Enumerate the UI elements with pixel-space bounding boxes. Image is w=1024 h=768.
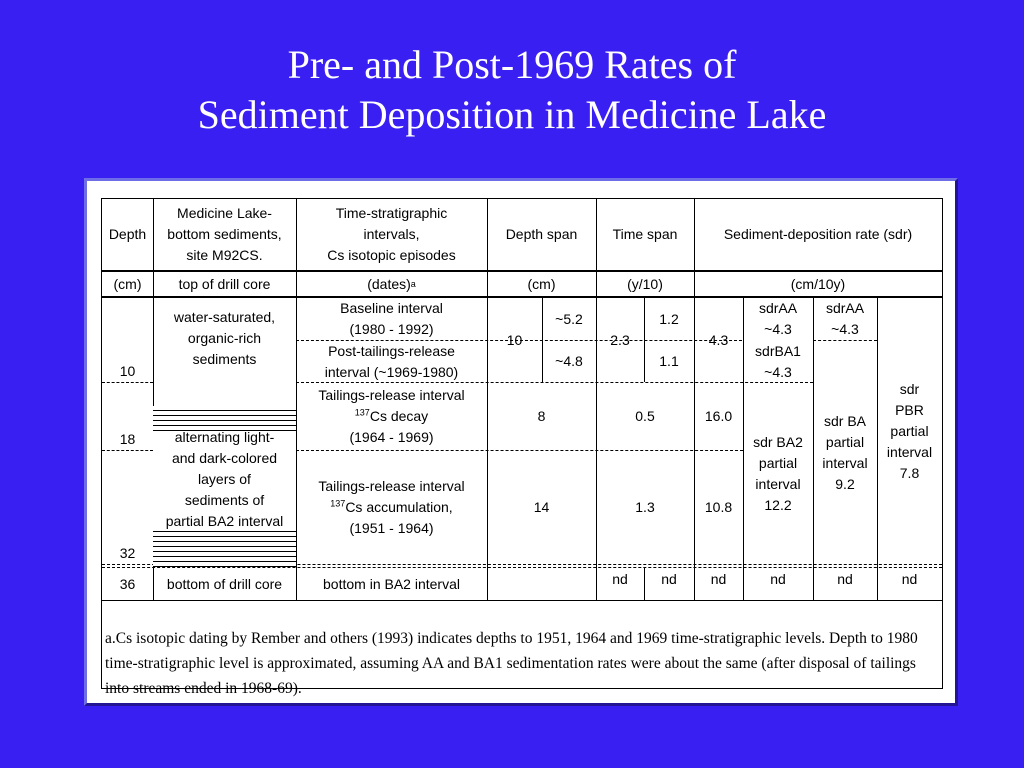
interval-baseline: Baseline interval (1980 - 1992) (340, 300, 443, 337)
sdr-combined: 4.3 (708, 331, 729, 348)
depth-span-baseline: ~5.2 (555, 310, 583, 327)
depth-marker-10: 10 (119, 363, 136, 379)
depth-marker-36: 36 (119, 575, 136, 592)
nd-time-span-2: nd (661, 570, 677, 587)
slide-title (0, 40, 1024, 140)
sdr-aa-1: sdrAA ~4.3 (758, 300, 798, 337)
depth-span-accumulation: 14 (533, 499, 550, 515)
sdr-ba-partial: sdr BA partial interval 9.2 (822, 412, 868, 492)
unit-depth: (cm) (113, 275, 142, 292)
time-span-accumulation: 1.3 (635, 499, 655, 515)
nd-sdr-3: nd (837, 570, 853, 587)
sdr-accumulation: 10.8 (704, 499, 733, 515)
depth-span-combined: 10 (506, 331, 523, 348)
sdr-ba2-partial: sdr BA2 partial interval 12.2 (753, 433, 803, 513)
header-intervals: Time-stratigraphic intervals, Cs isotopic episodes (327, 205, 456, 263)
depth-marker-32: 32 (119, 545, 136, 561)
unit-sediments: top of drill core (178, 275, 271, 292)
time-span-combined: 2.3 (610, 331, 630, 348)
header-depth: Depth (108, 226, 147, 242)
rule-footnote (102, 600, 942, 601)
interval-accumulation: Tailings-release interval $^{137}$Cs accumulation, (1951 - 1964) (318, 478, 465, 536)
nd-time-span-1: nd (612, 570, 628, 587)
interval-decay: Tailings-release interval $^{137}$Cs decay (1964 - 1969) (318, 387, 465, 445)
sediment-table (101, 198, 943, 697)
nd-sdr-1: nd (710, 570, 727, 587)
sdr-aa-2: sdrAA ~4.3 (825, 300, 865, 337)
time-span-baseline: 1.2 (659, 310, 679, 327)
title-line-1: Pre- and Post-1969 Rates of (287, 42, 737, 87)
depth-marker-18: 18 (119, 431, 136, 447)
interval-post-tailings: Post-tailings-release interval (~1969-1980) (324, 342, 459, 380)
header-depth-span: Depth span (505, 226, 578, 242)
unit-sdr: (cm/10y) (790, 275, 846, 292)
layer-hatch-lower (153, 527, 296, 567)
unit-intervals: (dates) a (367, 275, 416, 292)
nd-sdr-2: nd (770, 570, 786, 587)
table-panel (84, 178, 958, 706)
header-time-span: Time span (612, 226, 678, 242)
interval-bottom: bottom in BA2 interval (323, 575, 460, 592)
depth-span-decay: 8 (537, 408, 546, 424)
rule-depth-18 (102, 450, 153, 451)
rule-depth-10 (102, 382, 153, 383)
depth-span-post: ~4.8 (555, 353, 583, 369)
unit-depth-span: (cm) (527, 275, 556, 292)
sdr-decay: 16.0 (704, 408, 733, 424)
time-span-post: 1.1 (659, 353, 679, 369)
sdr-pbr-partial: sdr PBR partial interval 7.8 (886, 380, 933, 481)
header-sediments: Medicine Lake- bottom sediments, site M92CS. (167, 205, 282, 263)
title-line-2: Sediment Deposition in Medicine Lake (197, 92, 827, 137)
header-sdr: Sediment-deposition rate (sdr) (723, 226, 913, 242)
sdr-ba1: sdrBA1 ~4.3 (755, 342, 801, 380)
sediment-lower: alternating light- and dark-colored layers of sediments of partial BA2 interval (153, 432, 296, 527)
unit-time-span: (y/10) (627, 275, 663, 292)
sediment-bottom: bottom of drill core (166, 575, 283, 592)
time-span-decay: 0.5 (635, 408, 655, 424)
nd-sdr-4: nd (901, 570, 918, 587)
sediment-upper: water-saturated, organic-rich sediments (173, 309, 276, 367)
footnote: a.Cs isotopic dating by Rember and others (1993) indicates depths to 1951, 1964 and 1969 time-stratigraphic levels. Depth to 1980 time-stratigraphic level is approximated, assuming AA and BA1 sedimentation rates were about the same (after disposal of tailings into streams ended in 1968-69). (105, 630, 918, 697)
